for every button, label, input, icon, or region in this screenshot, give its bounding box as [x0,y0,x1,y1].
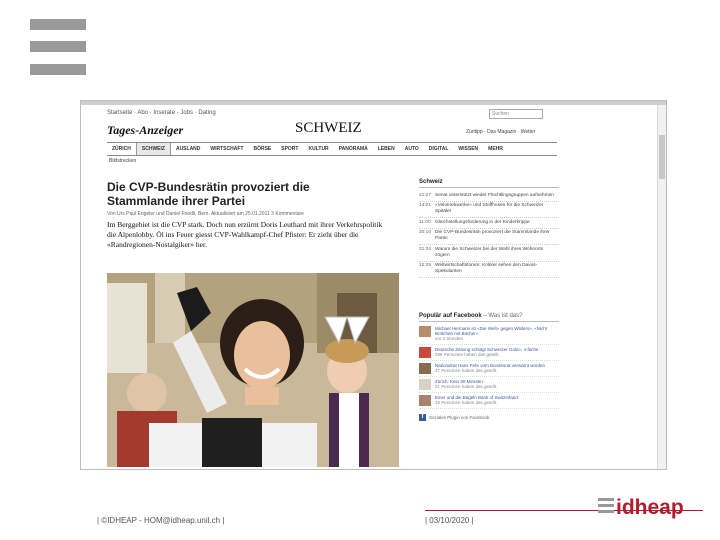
facebook-item-sub: 21 Personen haben das geteilt. [435,383,498,389]
nav-item-ausland[interactable]: AUSLAND [175,146,201,152]
facebook-item-title[interactable]: Zürich: Kein 30-Minuten- [435,378,485,384]
facebook-footer [419,414,559,421]
nav-item-leben[interactable]: LEBEN [377,146,395,152]
footer-contact: | ©IDHEAP - HOM@idheap.unil.ch | [97,516,225,525]
nav-item-zurich[interactable]: ZÜRICH [112,146,131,152]
website-screenshot [80,100,667,470]
article-byline: Von Urs Paul Engeler und Daniel Friedli, Bern. Aktualisiert am 25.01.2011 3 Kommentare [107,211,304,217]
news-text[interactable]: «Velotriebwerke» und Stoffhosen für die Schweizer Spitäler [435,203,544,214]
article-photo[interactable] [107,273,399,467]
facebook-item-title[interactable]: Michael Hermann ist «Die Welt» gegen Wilders», «Nicht Brötchen mit Bücher» [435,326,547,337]
nav-item-wirtschaft[interactable]: WIRTSCHAFT [210,146,244,152]
nav-item-wissen[interactable]: WISSEN [458,146,479,152]
nav-item-digital[interactable]: DIGITAL [428,146,449,152]
facebook-item-thumbnail [419,347,431,358]
newspaper-logo[interactable]: Tages-Anzeiger [107,123,184,137]
search-input[interactable]: Suchen [489,109,543,119]
screenshot-top-bar [81,101,666,105]
facebook-item-thumbnail [419,379,431,390]
sidebar-title: Schweiz [419,179,559,188]
menu-icon[interactable] [30,19,86,75]
facebook-item[interactable] [419,345,559,361]
facebook-item-thumbnail [419,326,431,337]
nav-item-borse[interactable]: BÖRSE [253,146,272,152]
article-lead: Im Berggebiet ist die CVP stark. Doch nun erzürnt Doris Leuthard mit ihrer Verkehrspolitik die Alpenlobby. Öl ins Feuer giesst CVP-Wahlkampf-Chef Pfister: Er zieht über die «Randregionen-Nostalgiker» her. [107,220,383,249]
nav-item-auto[interactable]: AUTO [404,146,419,152]
news-time: 11:00 [419,219,431,225]
main-navigation [107,142,557,156]
article-headline[interactable]: Die CVP-Bundesrätin provoziert die Stammlande ihrer Partei [107,180,310,208]
news-item[interactable] [419,202,559,219]
facebook-item-sub: 15 Personen haben das geteilt. [435,399,498,405]
facebook-item-title[interactable]: Nationalrat Hans Fehr vom Bundesrat verwarnt worden [435,362,546,368]
facebook-what-is-this-link[interactable]: – Was ist das? [481,313,523,319]
facebook-title-text: Populär auf Facebook [419,313,482,319]
news-time: 20:10 [419,230,432,235]
idheap-logo-text: idheap [616,496,684,519]
nav-item-mehr[interactable]: MEHR [488,146,503,152]
promo-links[interactable]: Züritipp · Das Magazin · Wetter [466,129,536,135]
subnav-link[interactable]: Bildstrecken [109,158,137,164]
news-text[interactable]: Die CVP-Bundesrätin provoziert die Stammlande ihrer Partei [435,230,550,241]
nav-item-kultur[interactable]: KULTUR [308,146,329,152]
facebook-item-title[interactable]: Deutsche Zeitung schlägt Schweizer Gold», 4-fache [435,346,539,352]
article-photo-illustration [107,273,399,467]
facebook-item-thumbnail [419,363,431,374]
news-sidebar [419,179,559,278]
section-title: SCHWEIZ [295,120,362,136]
news-text[interactable]: Weltwirtschaftsforum: Kritiker sehen den Davos-Spekulanten [435,263,538,274]
footer-date: | 03/10/2020 | [425,516,474,525]
nav-item-schweiz[interactable]: SCHWEIZ [136,143,171,155]
facebook-item-title[interactable]: Einer und die Bügeln Bank of Switzerland [435,394,518,400]
facebook-popular-box [419,313,559,421]
scrollbar-thumb[interactable] [659,135,665,179]
news-time: 21:27 [419,192,432,198]
idheap-logo [598,492,692,522]
facebook-item[interactable] [419,361,559,377]
news-item[interactable] [419,218,559,229]
facebook-item[interactable] [419,393,559,409]
facebook-item-sub: 298 Personen haben das geteilt. [435,351,500,357]
news-item[interactable] [419,229,559,246]
news-text[interactable]: Senat unterstützt wieder Flüchtlingsgruppen aufnehmen [435,192,554,198]
vertical-scrollbar[interactable] [657,105,666,469]
facebook-item-sub: vor 3 Stunden [435,336,464,342]
news-time: 21:34 [419,246,432,252]
facebook-item-sub: 47 Personen haben das geteilt. [435,367,498,373]
nav-item-sport[interactable]: SPORT [281,146,299,152]
nav-item-panorama[interactable]: PANORAMA [338,146,368,152]
facebook-item[interactable] [419,324,559,345]
news-item[interactable] [419,262,559,279]
facebook-title [419,313,559,322]
news-item[interactable] [419,191,559,202]
news-text[interactable]: Warum die Schweizer bei der Wahl ihres Wohnorts zögern [435,246,544,258]
facebook-icon: f [419,414,426,421]
news-time: 14:01 [419,203,432,208]
facebook-item[interactable] [419,377,559,393]
facebook-item-thumbnail [419,395,431,406]
facebook-footer-text[interactable]: Soziales Plugin von Facebook [429,414,490,420]
top-links[interactable]: Startseite · Abo · Inserate · Jobs · Dating [107,110,216,116]
news-text[interactable]: Gleichstellungsforderung in der Kinderkrippe [435,219,530,225]
news-time: 12:25 [419,263,432,268]
news-item[interactable] [419,245,559,262]
